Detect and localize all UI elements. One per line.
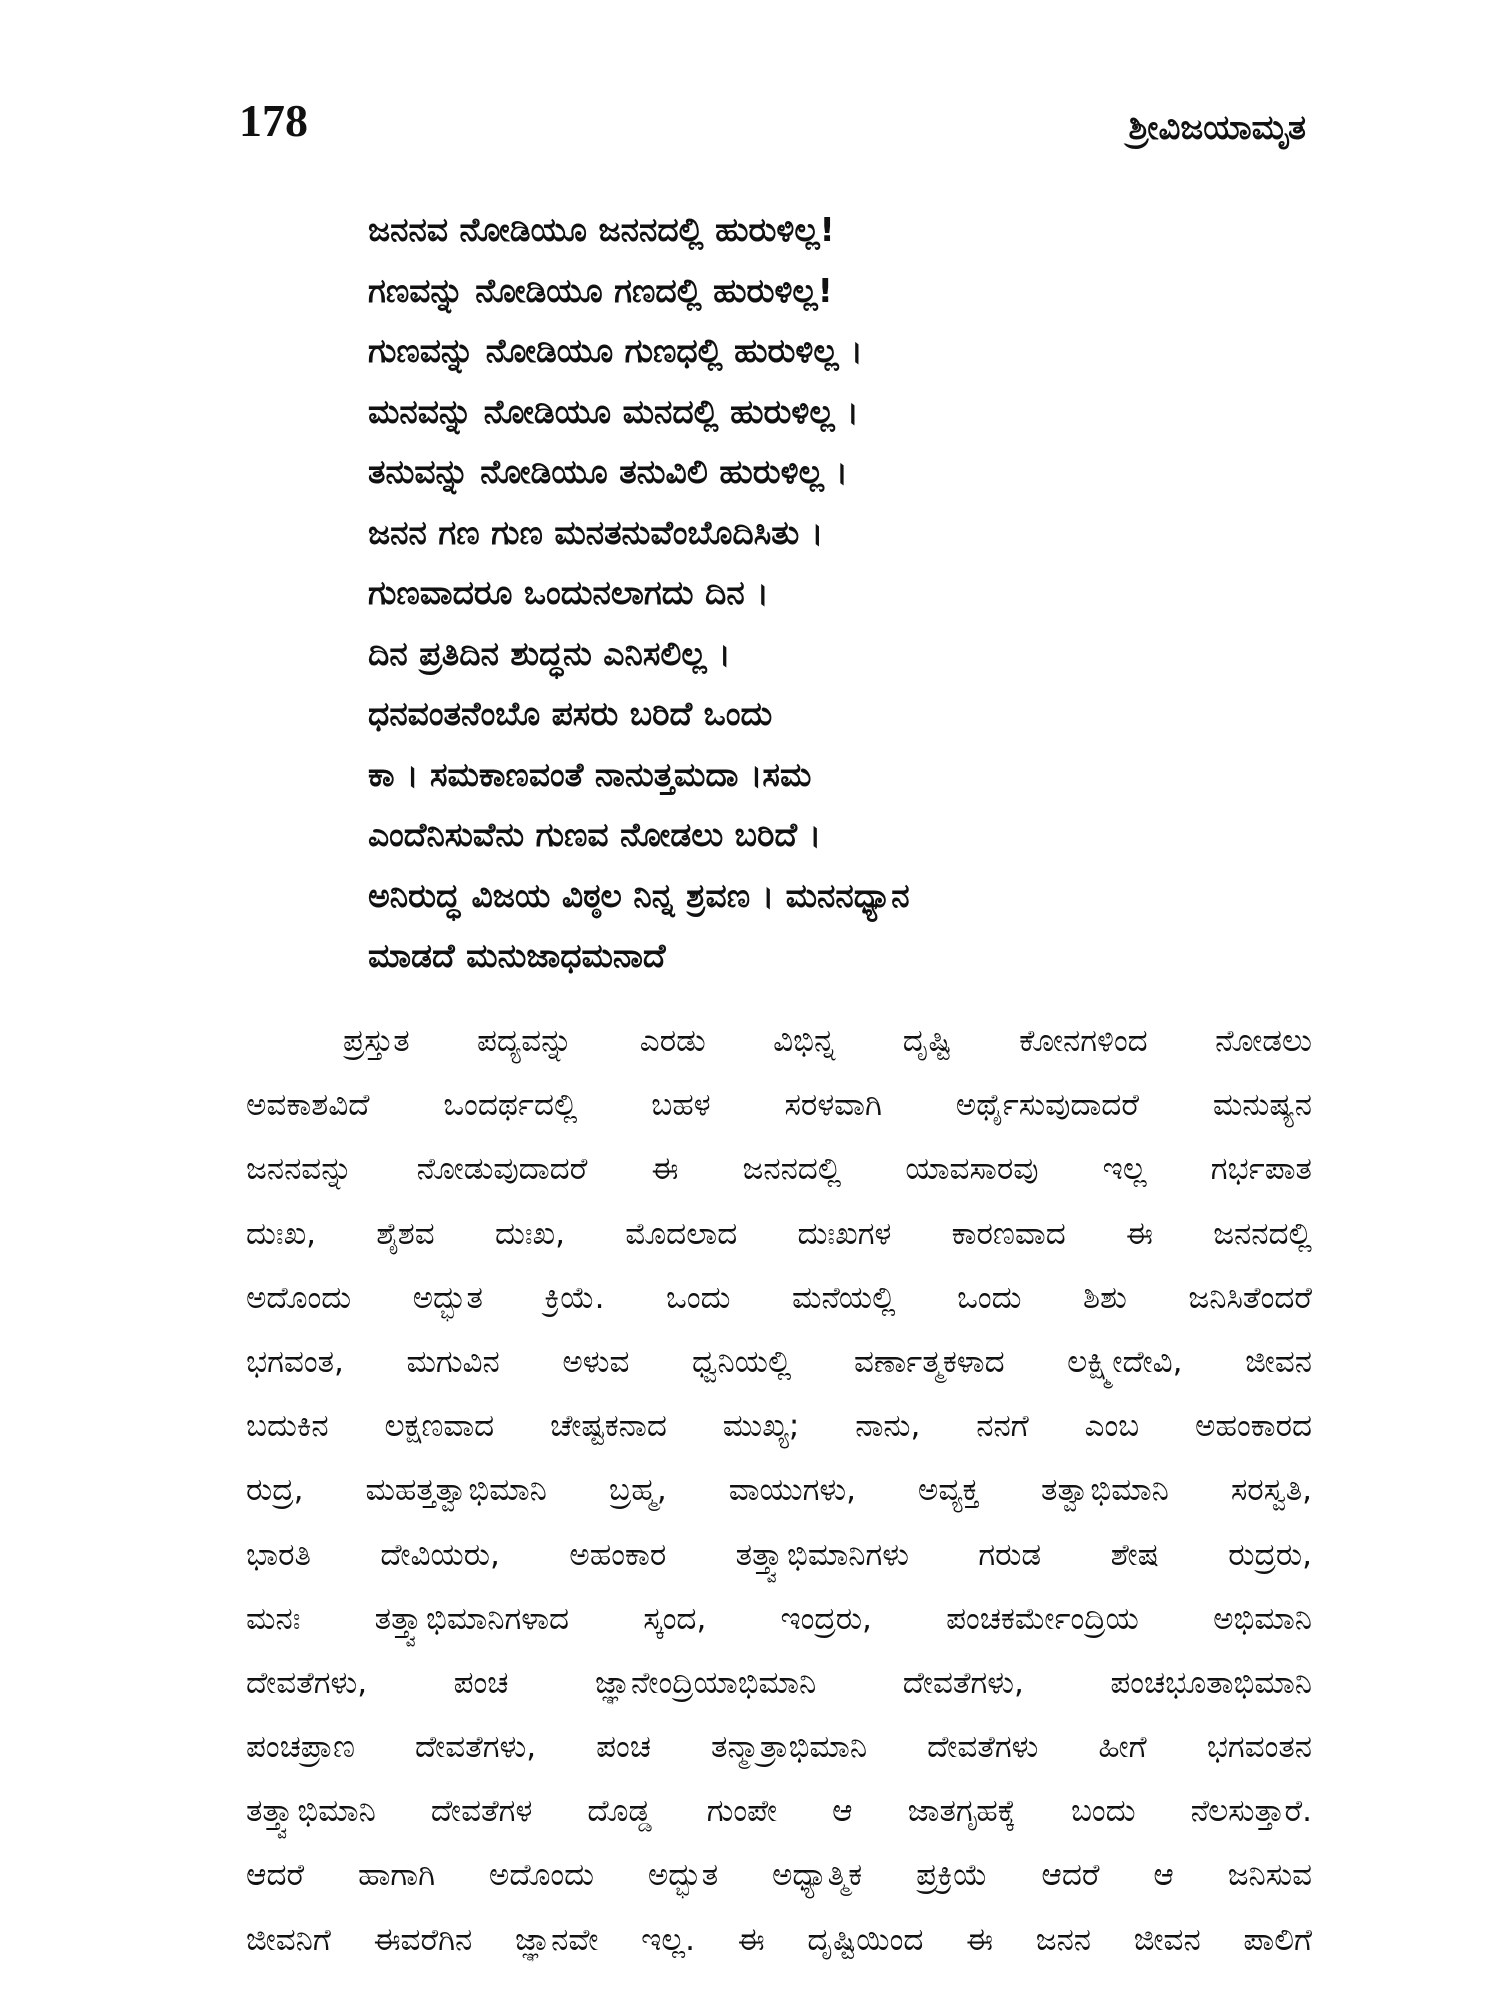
verse-line: ಗುಣವನ್ನು ನೋಡಿಯೂ ಗುಣಧಲ್ಲಿ ಹುರುಳಿಲ್ಲ ।	[368, 331, 863, 370]
verse-line: ಅನಿರುದ್ಧ ವಿಜಯ ವಿಠ್ಠಲ ನಿನ್ನ ಶ್ರವಣ । ಮನನಧ್ಯಾನ	[368, 875, 910, 915]
commentary-line: ಜೀವನಿಗೆ ಈವರೆಗಿನ ಜ್ಞಾನವೇ ಇಲ್ಲ. ಈ ದೃಷ್ಟಿಯಿಂದ ಈ ಜನನ ಜೀವನ ಪಾಲಿಗೆ	[246, 1921, 1312, 1958]
verse-line: ಕಾ । ಸಮಕಾಣವಂತೆ ನಾನುತ್ತಮದಾ ।ಸಮ	[368, 754, 812, 794]
commentary-line: ಜನನವನ್ನು ನೋಡುವುದಾದರೆ ಈ ಜನನದಲ್ಲಿ ಯಾವಸಾರವು ಇಲ್ಲ ಗರ್ಭಪಾತ	[246, 1151, 1312, 1188]
verse-line: ಜನನವ ನೋಡಿಯೂ ಜನನದಲ್ಲಿ ಹುರುಳಿಲ್ಲ!	[368, 210, 835, 249]
commentary-line: ತತ್ತ್ವಾಭಿಮಾನಿ ದೇವತೆಗಳ ದೊಡ್ಡ ಗುಂಪೇ ಆ ಜಾತಗೃಹಕ್ಕೆ ಬಂದು ನೆಲಸುತ್ತಾರೆ.	[246, 1793, 1312, 1830]
commentary-line: ಅದೊಂದು ಅದ್ಭುತ ಕ್ರಿಯೆ. ಒಂದು ಮನೆಯಲ್ಲಿ ಒಂದು ಶಿಶು ಜನಿಸಿತೆಂದರೆ	[246, 1279, 1312, 1316]
commentary-line: ಭಾರತಿ ದೇವಿಯರು, ಅಹಂಕಾರ ತತ್ತ್ವಾಭಿಮಾನಿಗಳು ಗರುಡ ಶೇಷ ರುದ್ರರು,	[246, 1536, 1312, 1573]
verse-line: ಎಂದೆನಿಸುವೆನು ಗುಣವ ನೋಡಲು ಬರಿದೆ ।	[368, 815, 822, 854]
commentary-line: ದೇವತೆಗಳು, ಪಂಚ ಜ್ಞಾನೇಂದ್ರಿಯಾಭಿಮಾನಿ ದೇವತೆಗಳು, ಪಂಚಭೂತಾಭಿಮಾನಿ	[246, 1664, 1312, 1701]
verse-line: ಮನವನ್ನು ನೋಡಿಯೂ ಮನದಲ್ಲಿ ಹುರುಳಿಲ್ಲ ।	[368, 391, 859, 431]
commentary-line: ಭಗವಂತ, ಮಗುವಿನ ಅಳುವ ಧ್ವನಿಯಲ್ಲಿ ವರ್ಣಾತ್ಮಕಳಾದ ಲಕ್ಷ್ಮೀದೇವಿ, ಜೀವನ	[246, 1343, 1312, 1380]
commentary-line: ದುಃಖ, ಶೈಶವ ದುಃಖ, ಮೊದಲಾದ ದುಃಖಗಳ ಕಾರಣವಾದ ಈ ಜನನದಲ್ಲಿ	[246, 1215, 1312, 1252]
commentary-line: ಪ್ರಸ್ತುತ ಪದ್ಯವನ್ನು ಎರಡು ವಿಭಿನ್ನ ದೃಷ್ಟಿ ಕೋನಗಳಿಂದ ನೋಡಲು	[343, 1023, 1312, 1059]
commentary-line: ಅವಕಾಶವಿದೆ ಒಂದರ್ಥದಲ್ಲಿ ಬಹಳ ಸರಳವಾಗಿ ಅರ್ಥೈಸುವುದಾದರೆ ಮನುಷ್ಯನ	[246, 1087, 1312, 1124]
verse-line: ಗಣವನ್ನು ನೋಡಿಯೂ ಗಣದಲ್ಲಿ ಹುರುಳಿಲ್ಲ!	[368, 270, 833, 310]
verse-line: ದಿನ ಪ್ರತಿದಿನ ಶುದ್ಧನು ಎನಿಸಲಿಲ್ಲ ।	[368, 633, 731, 673]
verse-line: ಗುಣವಾದರೂ ಒಂದುನಲಾಗದು ದಿನ ।	[368, 573, 769, 612]
commentary-line: ಪಂಚಪ್ರಾಣ ದೇವತೆಗಳು, ಪಂಚ ತನ್ಮಾತ್ರಾಭಿಮಾನಿ ದೇವತೆಗಳು ಹೀಗೆ ಭಗವಂತನ	[246, 1729, 1312, 1766]
verse-line: ಧನವಂತನೆಂಬೊ ಪಸರು ಬರಿದೆ ಒಂದು	[368, 694, 773, 733]
verse-line: ಜನನ ಗಣ ಗುಣ ಮನತನುವೆಂಬೊದಿಸಿತು ।	[368, 512, 824, 552]
verse-line: ತನುವನ್ನು ನೋಡಿಯೂ ತನುವಿಲಿ ಹುರುಳಿಲ್ಲ ।	[368, 452, 848, 491]
page-number: 178	[239, 95, 308, 146]
verse-block	[368, 200, 1398, 987]
verse-line: ಮಾಡದೆ ಮನುಜಾಧಮನಾದೆ	[368, 936, 666, 975]
running-title: ಶ್ರೀವಿಜಯಾಮೃತ	[1128, 108, 1306, 148]
commentary-line: ರುದ್ರ, ಮಹತ್ತತ್ವಾಭಿಮಾನಿ ಬ್ರಹ್ಮ, ವಾಯುಗಳು, ಅವ್ಯಕ್ತ ತತ್ವಾಭಿಮಾನಿ ಸರಸ್ವತಿ,	[246, 1472, 1312, 1509]
commentary-line: ಬದುಕಿನ ಲಕ್ಷಣವಾದ ಚೇಷ್ಟಕನಾದ ಮುಖ್ಯ; ನಾನು, ನನಗೆ ಎಂಬ ಅಹಂಕಾರದ	[246, 1408, 1312, 1445]
commentary-line: ಮನಃ ತತ್ತ್ವಾಭಿಮಾನಿಗಳಾದ ಸ್ಕಂದ, ಇಂದ್ರರು, ಪಂಚಕರ್ಮೇಂದ್ರಿಯ ಅಭಿಮಾನಿ	[246, 1600, 1312, 1637]
commentary-paragraph	[246, 1009, 1312, 1972]
commentary-line: ಆದರೆ ಹಾಗಾಗಿ ಅದೊಂದು ಅದ್ಭುತ ಅಧ್ಯಾತ್ಮಿಕ ಪ್ರಕ್ರಿಯೆ ಆದರೆ ಆ ಜನಿಸುವ	[246, 1857, 1312, 1894]
